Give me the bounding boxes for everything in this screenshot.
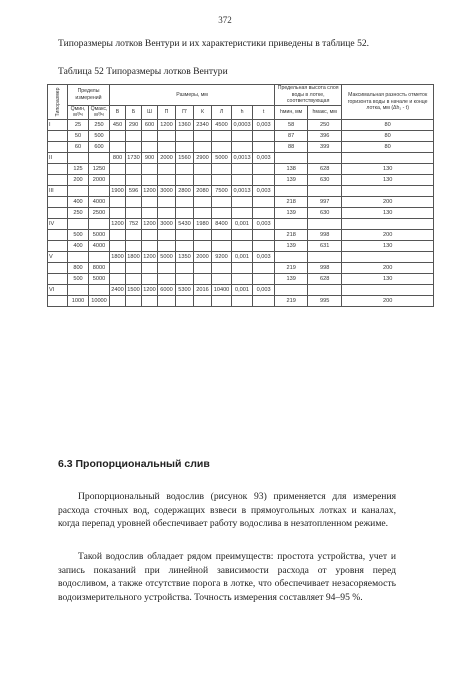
cell-dimension: 2000	[194, 251, 212, 262]
cell-dimension	[194, 295, 212, 306]
cell-dimension	[176, 130, 194, 141]
cell-h-min: 139	[275, 174, 308, 185]
cell-h-max: 628	[308, 273, 342, 284]
cell-type	[48, 207, 68, 218]
cell-dimension: 800	[110, 152, 126, 163]
cell-q-min: 50	[68, 130, 89, 141]
cell-type: I	[48, 119, 68, 130]
cell-q-min: 60	[68, 141, 89, 152]
cell-dimension: 8400	[212, 218, 232, 229]
header-q-max: Qмакс, м³/ч	[89, 105, 110, 119]
cell-q-min: 400	[68, 196, 89, 207]
cell-h-max	[308, 185, 342, 196]
cell-q-max: 2000	[89, 174, 110, 185]
header-dim-5: К	[194, 105, 212, 119]
cell-dimension	[232, 229, 253, 240]
header-dim-4: П'	[176, 105, 194, 119]
cell-h-max: 995	[308, 295, 342, 306]
cell-dimension	[232, 130, 253, 141]
cell-dimension	[212, 262, 232, 273]
cell-dimension	[176, 207, 194, 218]
cell-h-max: 997	[308, 196, 342, 207]
cell-dimension	[253, 229, 275, 240]
cell-dimension: 600	[142, 119, 158, 130]
cell-dimension	[232, 295, 253, 306]
cell-dimension	[142, 174, 158, 185]
cell-dimension	[253, 273, 275, 284]
cell-dimension	[176, 174, 194, 185]
cell-dimension	[194, 196, 212, 207]
cell-dimension: 0,003	[253, 185, 275, 196]
cell-type	[48, 229, 68, 240]
cell-dimension	[126, 141, 142, 152]
header-diff: Максимальная разность отметок горизонта воды в начале и конце лотка, мм (Δh₁ - t)	[342, 85, 434, 120]
cell-h-max	[308, 284, 342, 295]
cell-q-max: 2500	[89, 207, 110, 218]
cell-q-max: 1250	[89, 163, 110, 174]
cell-dimension: 2800	[176, 185, 194, 196]
cell-dimension: 1200	[142, 251, 158, 262]
header-dim-1: Б	[126, 105, 142, 119]
cell-type	[48, 295, 68, 306]
cell-type	[48, 240, 68, 251]
cell-q-max: 600	[89, 141, 110, 152]
paragraph-2: Такой водослив обладает рядом преимуществ: простота устройства, учет и запись показаний при линейной зависимости расхода от уровня перед водосливом, а также отсутствие порога в лотке, что обеспечивает незасоряемость водоизмерительного устройства. Точность измерения составляет 94–95 %.	[58, 551, 396, 603]
table-title: Таблица 52 Типоразмеры лотков Вентури	[58, 66, 228, 77]
venturi-sizes-table	[47, 84, 434, 307]
header-type: Типоразмер	[48, 85, 68, 120]
table-row	[48, 262, 434, 273]
cell-type: V	[48, 251, 68, 262]
cell-h-min: 88	[275, 141, 308, 152]
cell-q-max	[89, 218, 110, 229]
cell-dimension: 3000	[158, 218, 176, 229]
cell-dimension	[232, 273, 253, 284]
cell-q-min	[68, 218, 89, 229]
cell-q-max	[89, 251, 110, 262]
header-dim-3: П	[158, 105, 176, 119]
cell-dimension	[126, 196, 142, 207]
cell-dimension	[176, 229, 194, 240]
cell-dimension: 2400	[110, 284, 126, 295]
cell-h-min: 218	[275, 229, 308, 240]
cell-h-max: 628	[308, 163, 342, 174]
cell-dimension: 1200	[142, 284, 158, 295]
cell-type: II	[48, 152, 68, 163]
cell-diff	[342, 152, 434, 163]
cell-dimension	[110, 141, 126, 152]
cell-dimension	[194, 174, 212, 185]
cell-diff: 130	[342, 207, 434, 218]
header-q-min: Qмин, м³/ч	[68, 105, 89, 119]
cell-q-max: 8000	[89, 262, 110, 273]
cell-dimension: 596	[126, 185, 142, 196]
cell-dimension	[232, 141, 253, 152]
cell-h-max: 631	[308, 240, 342, 251]
cell-dimension: 7500	[212, 185, 232, 196]
cell-dimension	[176, 141, 194, 152]
cell-dimension	[212, 141, 232, 152]
cell-dimension: 6000	[158, 284, 176, 295]
cell-dimension: 1730	[126, 152, 142, 163]
cell-dimension: 0,0003	[232, 119, 253, 130]
cell-h-min: 87	[275, 130, 308, 141]
cell-diff	[342, 218, 434, 229]
cell-q-min: 25	[68, 119, 89, 130]
cell-dimension	[194, 273, 212, 284]
cell-dimension	[232, 174, 253, 185]
cell-dimension	[253, 207, 275, 218]
cell-dimension	[142, 163, 158, 174]
cell-dimension	[232, 196, 253, 207]
cell-dimension	[142, 240, 158, 251]
cell-q-max: 10000	[89, 295, 110, 306]
cell-dimension: 0,003	[253, 251, 275, 262]
cell-diff: 200	[342, 229, 434, 240]
cell-h-max: 998	[308, 229, 342, 240]
table-row	[48, 163, 434, 174]
cell-h-min	[275, 284, 308, 295]
cell-dimension	[158, 141, 176, 152]
cell-dimension	[253, 163, 275, 174]
cell-diff	[342, 251, 434, 262]
cell-dimension	[212, 174, 232, 185]
cell-dimension	[194, 240, 212, 251]
cell-h-min: 139	[275, 273, 308, 284]
cell-q-max: 5000	[89, 273, 110, 284]
cell-q-min: 1000	[68, 295, 89, 306]
table-row	[48, 284, 434, 295]
cell-diff: 130	[342, 163, 434, 174]
cell-q-min: 500	[68, 229, 89, 240]
cell-h-max	[308, 251, 342, 262]
cell-dimension: 9200	[212, 251, 232, 262]
header-height: Предельная высота слоя воды в лотке, соответствующая	[275, 85, 342, 106]
cell-dimension	[176, 295, 194, 306]
cell-type: IV	[48, 218, 68, 229]
cell-h-max: 250	[308, 119, 342, 130]
cell-q-min: 125	[68, 163, 89, 174]
cell-h-max: 998	[308, 262, 342, 273]
cell-dimension: 0,001	[232, 284, 253, 295]
cell-dimension	[158, 240, 176, 251]
cell-dimension	[212, 163, 232, 174]
cell-dimension	[142, 262, 158, 273]
cell-dimension: 1560	[176, 152, 194, 163]
cell-dimension	[253, 262, 275, 273]
cell-dimension	[158, 130, 176, 141]
cell-q-min	[68, 251, 89, 262]
table-row	[48, 152, 434, 163]
cell-q-max: 4000	[89, 196, 110, 207]
cell-dimension: 0,001	[232, 251, 253, 262]
cell-dimension: 5300	[176, 284, 194, 295]
cell-dimension: 1350	[176, 251, 194, 262]
header-dim-0: В	[110, 105, 126, 119]
cell-dimension	[110, 174, 126, 185]
cell-h-max	[308, 152, 342, 163]
header-h-max: hмакс, мм	[308, 105, 342, 119]
cell-dimension	[126, 207, 142, 218]
cell-diff	[342, 284, 434, 295]
cell-h-min: 219	[275, 262, 308, 273]
cell-dimension: 1200	[142, 185, 158, 196]
cell-dimension: 1800	[126, 251, 142, 262]
cell-h-min: 219	[275, 295, 308, 306]
cell-dimension	[232, 207, 253, 218]
cell-dimension: 3000	[158, 185, 176, 196]
cell-dimension	[212, 229, 232, 240]
cell-type	[48, 130, 68, 141]
cell-q-max: 4000	[89, 240, 110, 251]
cell-dimension	[253, 174, 275, 185]
cell-dimension	[110, 163, 126, 174]
cell-q-max	[89, 152, 110, 163]
cell-q-min: 200	[68, 174, 89, 185]
table-row	[48, 251, 434, 262]
cell-dimension	[194, 229, 212, 240]
cell-type	[48, 262, 68, 273]
header-dimensions: Размеры, мм	[110, 85, 275, 106]
cell-type: VI	[48, 284, 68, 295]
cell-dimension	[126, 262, 142, 273]
cell-h-max: 630	[308, 174, 342, 185]
cell-dimension	[110, 273, 126, 284]
table-row	[48, 141, 434, 152]
cell-dimension	[110, 240, 126, 251]
cell-dimension	[142, 196, 158, 207]
cell-dimension: 0,003	[253, 284, 275, 295]
cell-h-max	[308, 218, 342, 229]
cell-dimension	[194, 262, 212, 273]
cell-dimension	[110, 229, 126, 240]
cell-diff: 80	[342, 141, 434, 152]
header-dim-6: Л	[212, 105, 232, 119]
cell-dimension: 1980	[194, 218, 212, 229]
cell-dimension: 2080	[194, 185, 212, 196]
cell-type	[48, 141, 68, 152]
cell-h-max: 630	[308, 207, 342, 218]
cell-dimension: 290	[126, 119, 142, 130]
cell-dimension: 900	[142, 152, 158, 163]
cell-dimension	[158, 273, 176, 284]
cell-dimension	[253, 240, 275, 251]
cell-dimension	[142, 130, 158, 141]
cell-dimension: 2340	[194, 119, 212, 130]
table-row	[48, 119, 434, 130]
cell-q-max: 500	[89, 130, 110, 141]
table-row	[48, 196, 434, 207]
cell-q-min: 500	[68, 273, 89, 284]
cell-dimension	[253, 130, 275, 141]
cell-dimension	[126, 295, 142, 306]
cell-dimension	[126, 174, 142, 185]
cell-q-min: 250	[68, 207, 89, 218]
cell-diff: 80	[342, 130, 434, 141]
cell-dimension	[212, 273, 232, 284]
cell-dimension	[212, 196, 232, 207]
table-row	[48, 130, 434, 141]
cell-h-min: 58	[275, 119, 308, 130]
cell-diff: 200	[342, 196, 434, 207]
header-dim-2: Ш	[142, 105, 158, 119]
cell-dimension	[232, 262, 253, 273]
header-h-min: hмин, мм	[275, 105, 308, 119]
cell-q-max	[89, 284, 110, 295]
cell-dimension	[126, 240, 142, 251]
cell-dimension	[158, 207, 176, 218]
cell-dimension	[142, 141, 158, 152]
cell-dimension	[126, 130, 142, 141]
cell-dimension	[126, 229, 142, 240]
table-row	[48, 207, 434, 218]
cell-dimension	[158, 196, 176, 207]
cell-type	[48, 174, 68, 185]
cell-dimension	[158, 163, 176, 174]
paragraph-1: Пропорциональный водослив (рисунок 93) применяется для измерения расхода сточных вод, содержащих взвеси в прямоугольных лотках и каналах, когда перепад уровней обеспечивает работу водослива в незатопленном режиме.	[58, 491, 396, 530]
cell-dimension: 1360	[176, 119, 194, 130]
cell-dimension	[142, 207, 158, 218]
cell-h-max: 399	[308, 141, 342, 152]
cell-dimension	[176, 240, 194, 251]
cell-type	[48, 196, 68, 207]
cell-type	[48, 163, 68, 174]
cell-q-max: 5000	[89, 229, 110, 240]
cell-diff: 130	[342, 174, 434, 185]
cell-dimension: 1200	[110, 218, 126, 229]
cell-dimension	[142, 273, 158, 284]
cell-type: III	[48, 185, 68, 196]
cell-h-min: 138	[275, 163, 308, 174]
header-limits: Пределы измерений	[68, 85, 110, 106]
cell-dimension	[176, 196, 194, 207]
cell-q-min	[68, 284, 89, 295]
header-dim-8: t	[253, 105, 275, 119]
cell-diff: 130	[342, 240, 434, 251]
cell-dimension	[194, 207, 212, 218]
cell-dimension	[142, 229, 158, 240]
cell-dimension: 10400	[212, 284, 232, 295]
cell-dimension	[142, 295, 158, 306]
cell-dimension: 0,0013	[232, 152, 253, 163]
cell-h-min: 139	[275, 240, 308, 251]
cell-dimension: 5000	[212, 152, 232, 163]
cell-dimension	[110, 196, 126, 207]
cell-dimension	[176, 163, 194, 174]
cell-dimension	[253, 196, 275, 207]
cell-q-min: 400	[68, 240, 89, 251]
cell-q-min	[68, 185, 89, 196]
cell-dimension	[176, 273, 194, 284]
cell-diff: 80	[342, 119, 434, 130]
cell-q-max	[89, 185, 110, 196]
cell-dimension: 1200	[158, 119, 176, 130]
cell-dimension	[110, 262, 126, 273]
table-body	[48, 119, 434, 306]
cell-dimension	[158, 174, 176, 185]
cell-dimension	[110, 207, 126, 218]
cell-diff: 130	[342, 273, 434, 284]
table-row	[48, 174, 434, 185]
cell-q-max: 250	[89, 119, 110, 130]
table-row	[48, 295, 434, 306]
cell-h-min	[275, 218, 308, 229]
cell-q-min: 800	[68, 262, 89, 273]
cell-dimension	[212, 130, 232, 141]
table-row	[48, 229, 434, 240]
table-row	[48, 218, 434, 229]
cell-dimension	[194, 141, 212, 152]
cell-h-min: 139	[275, 207, 308, 218]
cell-h-min	[275, 152, 308, 163]
cell-dimension: 450	[110, 119, 126, 130]
page-number: 372	[218, 15, 232, 25]
cell-q-min	[68, 152, 89, 163]
cell-dimension	[194, 163, 212, 174]
cell-dimension: 0,003	[253, 119, 275, 130]
cell-dimension	[110, 130, 126, 141]
cell-dimension: 5430	[176, 218, 194, 229]
cell-dimension: 0,003	[253, 218, 275, 229]
table-container	[47, 84, 433, 307]
cell-dimension: 752	[126, 218, 142, 229]
cell-dimension: 4500	[212, 119, 232, 130]
section-title: 6.3 Пропорциональный слив	[58, 458, 210, 470]
cell-diff	[342, 185, 434, 196]
cell-dimension	[158, 229, 176, 240]
cell-dimension: 0,0013	[232, 185, 253, 196]
cell-dimension	[194, 130, 212, 141]
cell-dimension: 5000	[158, 251, 176, 262]
cell-dimension	[232, 240, 253, 251]
cell-dimension: 2016	[194, 284, 212, 295]
cell-dimension	[126, 273, 142, 284]
cell-dimension: 0,001	[232, 218, 253, 229]
cell-dimension	[232, 163, 253, 174]
cell-dimension: 2900	[194, 152, 212, 163]
table-row	[48, 185, 434, 196]
cell-dimension	[212, 295, 232, 306]
table-row	[48, 240, 434, 251]
cell-dimension: 1500	[126, 284, 142, 295]
cell-dimension	[158, 295, 176, 306]
cell-dimension	[212, 240, 232, 251]
cell-dimension	[253, 295, 275, 306]
header-dim-7: h	[232, 105, 253, 119]
cell-dimension: 1900	[110, 185, 126, 196]
cell-dimension	[253, 141, 275, 152]
cell-diff: 200	[342, 295, 434, 306]
cell-dimension	[212, 207, 232, 218]
cell-dimension: 2000	[158, 152, 176, 163]
cell-h-min	[275, 251, 308, 262]
cell-h-min	[275, 185, 308, 196]
cell-h-max: 396	[308, 130, 342, 141]
cell-h-min: 218	[275, 196, 308, 207]
intro-paragraph: Типоразмеры лотков Вентури и их характеристики приведены в таблице 52.	[58, 38, 370, 49]
cell-dimension	[126, 163, 142, 174]
cell-dimension	[110, 295, 126, 306]
table-row	[48, 273, 434, 284]
cell-dimension	[158, 262, 176, 273]
cell-dimension: 1800	[110, 251, 126, 262]
cell-dimension: 0,003	[253, 152, 275, 163]
cell-dimension	[176, 262, 194, 273]
cell-dimension: 1200	[142, 218, 158, 229]
cell-type	[48, 273, 68, 284]
cell-diff: 200	[342, 262, 434, 273]
